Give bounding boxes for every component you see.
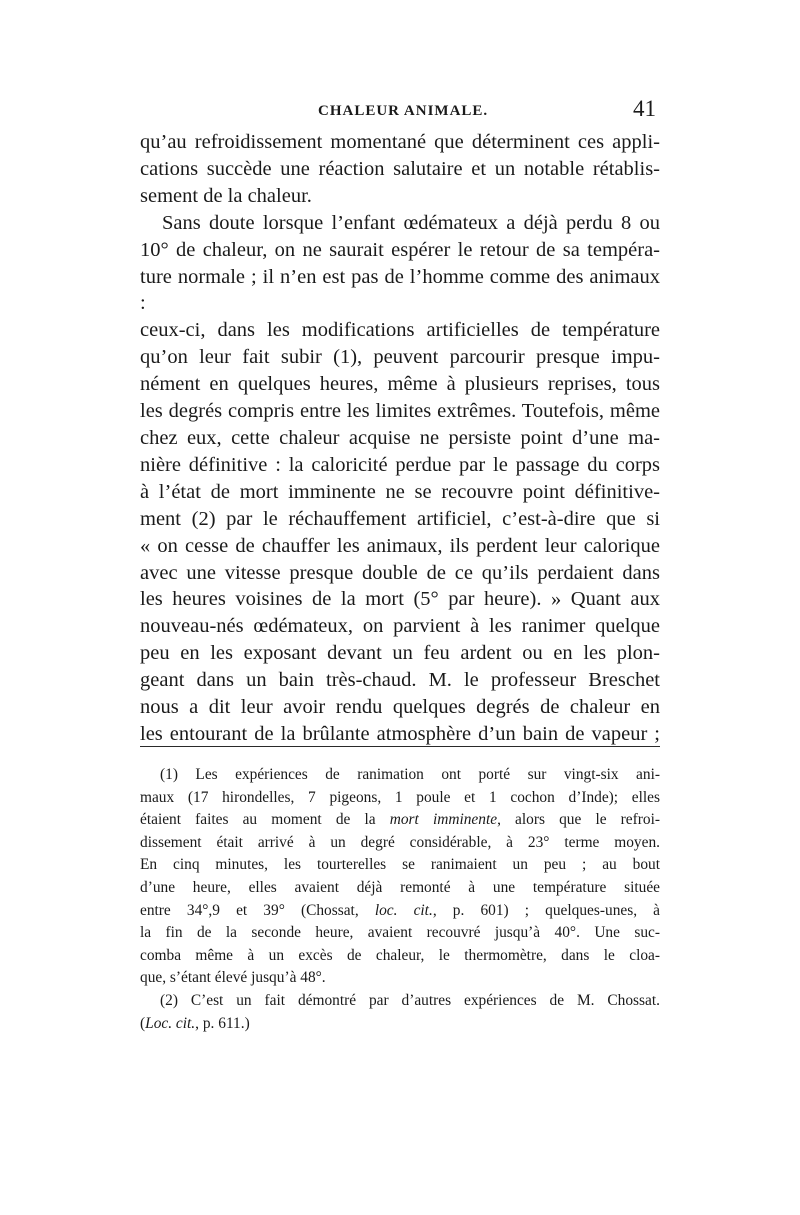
page-header bbox=[140, 98, 658, 128]
text-line: cations succède une réaction salutaire et un notable rétablis- bbox=[140, 157, 660, 180]
footnote-text: , alors que le refroi- bbox=[497, 811, 660, 829]
footnote-line: (2) C’est un fait démontré par d’autres expériences de M. Chossat. bbox=[160, 991, 660, 1009]
footnote-line: que, s’étant élevé jusqu’à 48°. bbox=[140, 969, 326, 987]
page-number: 41 bbox=[633, 96, 656, 121]
footnote-line: En cinq minutes, les tourterelles se ranimaient un peu ; au bout bbox=[140, 856, 660, 874]
main-text bbox=[140, 129, 660, 748]
text-line: à l’état de mort imminente ne se recouvre point définitive- bbox=[140, 480, 660, 503]
footnote-line: d’une heure, elles avaient déjà remonté à une température située bbox=[140, 878, 660, 896]
footnote-line: dissement était arrivé à un degré considérable, à 23° terme moyen. bbox=[140, 833, 660, 851]
text-line: ment (2) par le réchauffement artificiel, c’est-à-dire que si bbox=[140, 507, 660, 530]
footnote-line bbox=[140, 809, 660, 832]
footnote-line: maux (17 hirondelles, 7 pigeons, 1 poule et 1 cochon d’Inde); elles bbox=[140, 788, 660, 806]
footnote-line bbox=[140, 1013, 660, 1036]
running-title: CHALEUR ANIMALE. bbox=[318, 103, 489, 119]
footnote-italic: Loc. cit. bbox=[145, 1014, 196, 1032]
text-line: nière définitive : la caloricité perdue par le passage du corps bbox=[140, 453, 660, 476]
footnote-italic: loc. cit. bbox=[374, 901, 433, 919]
footnote-line: comba même à un excès de chaleur, le thermomètre, dans le cloa- bbox=[140, 946, 660, 964]
footnote-line: (1) Les expériences de ranimation ont porté sur vingt-six ani- bbox=[160, 766, 660, 783]
text-line: peu en les exposant devant un feu ardent ou en les plon- bbox=[140, 642, 660, 665]
text-line: ture normale ; il n’en est pas de l’homme comme des animaux : bbox=[140, 265, 660, 315]
footnote-text: étaient faites au moment de la bbox=[140, 811, 390, 829]
footnote-rule bbox=[140, 746, 660, 747]
text-line: les degrés compris entre les limites extrêmes. Toutefois, même bbox=[140, 400, 660, 423]
text-line: 10° de chaleur, on ne saurait espérer le retour de sa tempéra- bbox=[140, 238, 660, 261]
footnote-line: la fin de la seconde heure, avaient recouvré jusqu’à 40°. Une suc- bbox=[140, 924, 660, 942]
text-line: Sans doute lorsque l’enfant œdémateux a déjà perdu 8 ou bbox=[162, 211, 660, 234]
footnote-text: , p. 601) ; quelques-unes, à bbox=[432, 901, 661, 919]
text-line: les entourant de la brûlante atmosphère d’un bain de vapeur ; bbox=[140, 722, 660, 745]
text-line: avec une vitesse presque double de ce qu’ils perdaient dans bbox=[140, 561, 660, 584]
footnote-text: entre 34°,9 et 39° (Chossat, bbox=[140, 901, 375, 919]
text-line: chez eux, cette chaleur acquise ne persiste point d’une ma- bbox=[140, 426, 660, 449]
footnotes bbox=[140, 764, 660, 1035]
text-line: nouveau-nés œdémateux, on parvient à les ranimer quelque bbox=[140, 615, 660, 638]
text-line: qu’on leur fait subir (1), peuvent parcourir presque impu- bbox=[140, 346, 660, 369]
text-line: sement de la chaleur. bbox=[140, 184, 312, 207]
footnote-text: , p. 611.) bbox=[195, 1014, 250, 1032]
text-line: les heures voisines de la mort (5° par heure). » Quant aux bbox=[140, 588, 660, 611]
footnote-text: ( bbox=[140, 1014, 146, 1032]
text-line: qu’au refroidissement momentané que déterminent ces appli- bbox=[140, 131, 660, 153]
text-line: ceux-ci, dans les modifications artificielles de température bbox=[140, 319, 660, 342]
text-line: nément en quelques heures, même à plusieurs reprises, tous bbox=[140, 373, 660, 396]
footnote-line bbox=[140, 900, 660, 923]
footnote-italic: mort imminente bbox=[389, 811, 498, 829]
text-line: geant dans un bain très-chaud. M. le professeur Breschet bbox=[140, 669, 660, 692]
text-line: « on cesse de chauffer les animaux, ils perdent leur calorique bbox=[140, 534, 660, 557]
text-line: nous a dit leur avoir rendu quelques degrés de chaleur en bbox=[140, 696, 660, 719]
